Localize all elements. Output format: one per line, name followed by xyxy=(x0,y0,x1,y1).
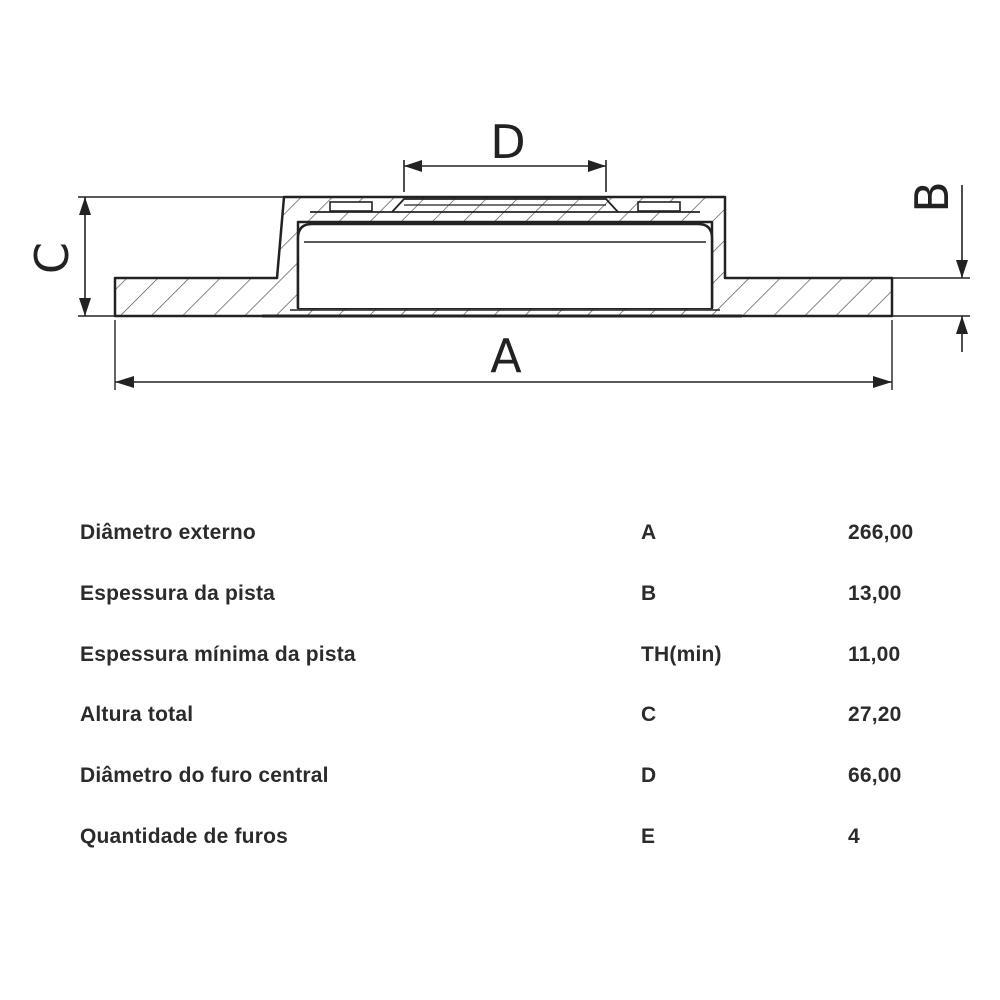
spec-label: Altura total xyxy=(80,703,194,727)
spec-code: D xyxy=(641,764,657,788)
specifications-table xyxy=(80,505,940,870)
dimension-label-c: C xyxy=(25,241,79,275)
disc-section-profile xyxy=(115,197,892,316)
spec-value: 11,00 xyxy=(848,642,901,666)
spec-row xyxy=(80,627,940,688)
spec-label: Diâmetro do furo central xyxy=(80,764,329,788)
spec-value: 266,00 xyxy=(848,521,914,544)
spec-label: Diâmetro externo xyxy=(80,521,256,544)
dimension-label-a: A xyxy=(490,329,522,383)
spec-code: TH(min) xyxy=(641,642,722,666)
dimension-a xyxy=(115,320,892,390)
spec-row xyxy=(80,809,940,870)
dimension-label-b: B xyxy=(905,181,959,213)
spec-value: 13,00 xyxy=(848,581,902,605)
spec-value: 66,00 xyxy=(848,764,902,788)
spec-code: E xyxy=(641,824,656,848)
spec-code: B xyxy=(641,581,657,605)
spec-label: Espessura da pista xyxy=(80,581,276,605)
spec-row xyxy=(80,505,940,566)
dimension-label-d: D xyxy=(490,115,526,169)
spec-row xyxy=(80,687,940,748)
spec-row xyxy=(80,748,940,809)
spec-label: Espessura mínima da pista xyxy=(80,642,356,666)
spec-label: Quantidade de furos xyxy=(80,824,288,848)
dimension-d xyxy=(404,115,606,192)
spec-row xyxy=(80,566,940,627)
spec-code: C xyxy=(641,703,657,727)
spec-value: 4 xyxy=(848,824,860,848)
dimension-b xyxy=(892,181,970,352)
brake-disc-cross-section-drawing xyxy=(0,0,1000,440)
spec-value: 27,20 xyxy=(848,703,902,727)
spec-code: A xyxy=(641,521,657,544)
